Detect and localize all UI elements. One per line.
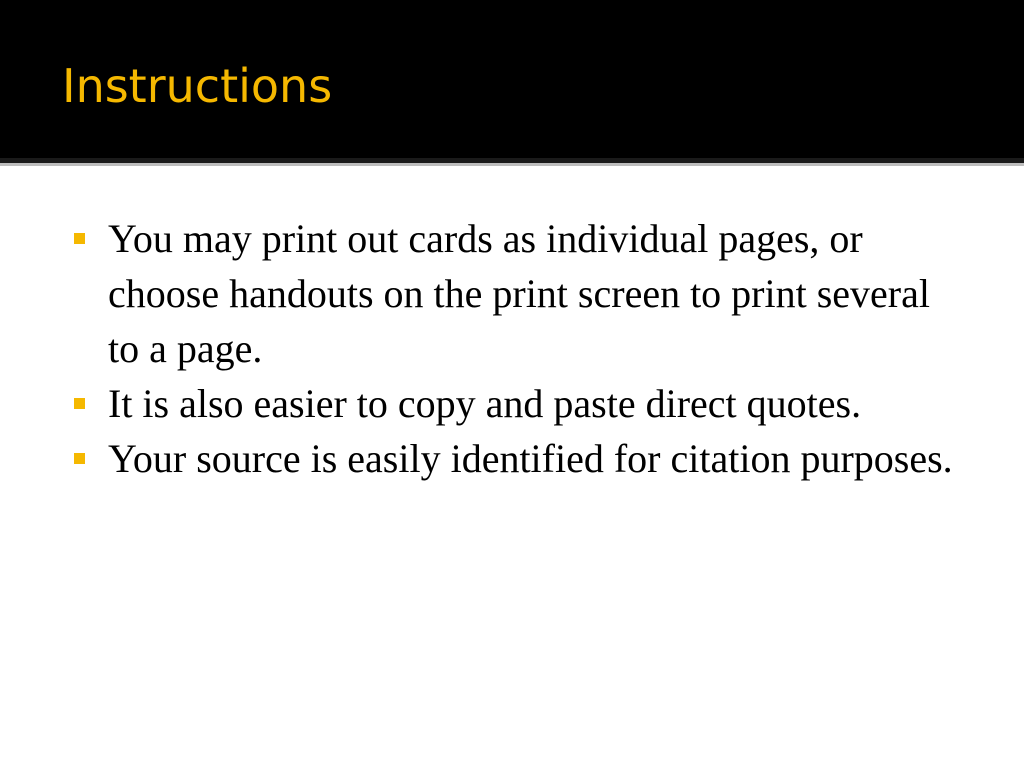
slide-title: Instructions xyxy=(62,59,333,113)
bullet-item xyxy=(0,211,1024,376)
square-bullet-icon xyxy=(74,398,85,409)
square-bullet-icon xyxy=(74,233,85,244)
bullet-text: Your source is easily identified for citation purposes. xyxy=(108,436,953,481)
bullet-list xyxy=(0,211,1024,486)
bullet-item xyxy=(0,376,1024,431)
title-divider-shadow xyxy=(0,163,1024,166)
square-bullet-icon xyxy=(74,453,85,464)
title-bar xyxy=(0,0,1024,158)
bullet-text: It is also easier to copy and paste direct quotes. xyxy=(108,381,862,426)
bullet-item xyxy=(0,431,1024,486)
bullet-text: You may print out cards as individual pages, or choose handouts on the print screen to print several to a page. xyxy=(108,216,930,371)
